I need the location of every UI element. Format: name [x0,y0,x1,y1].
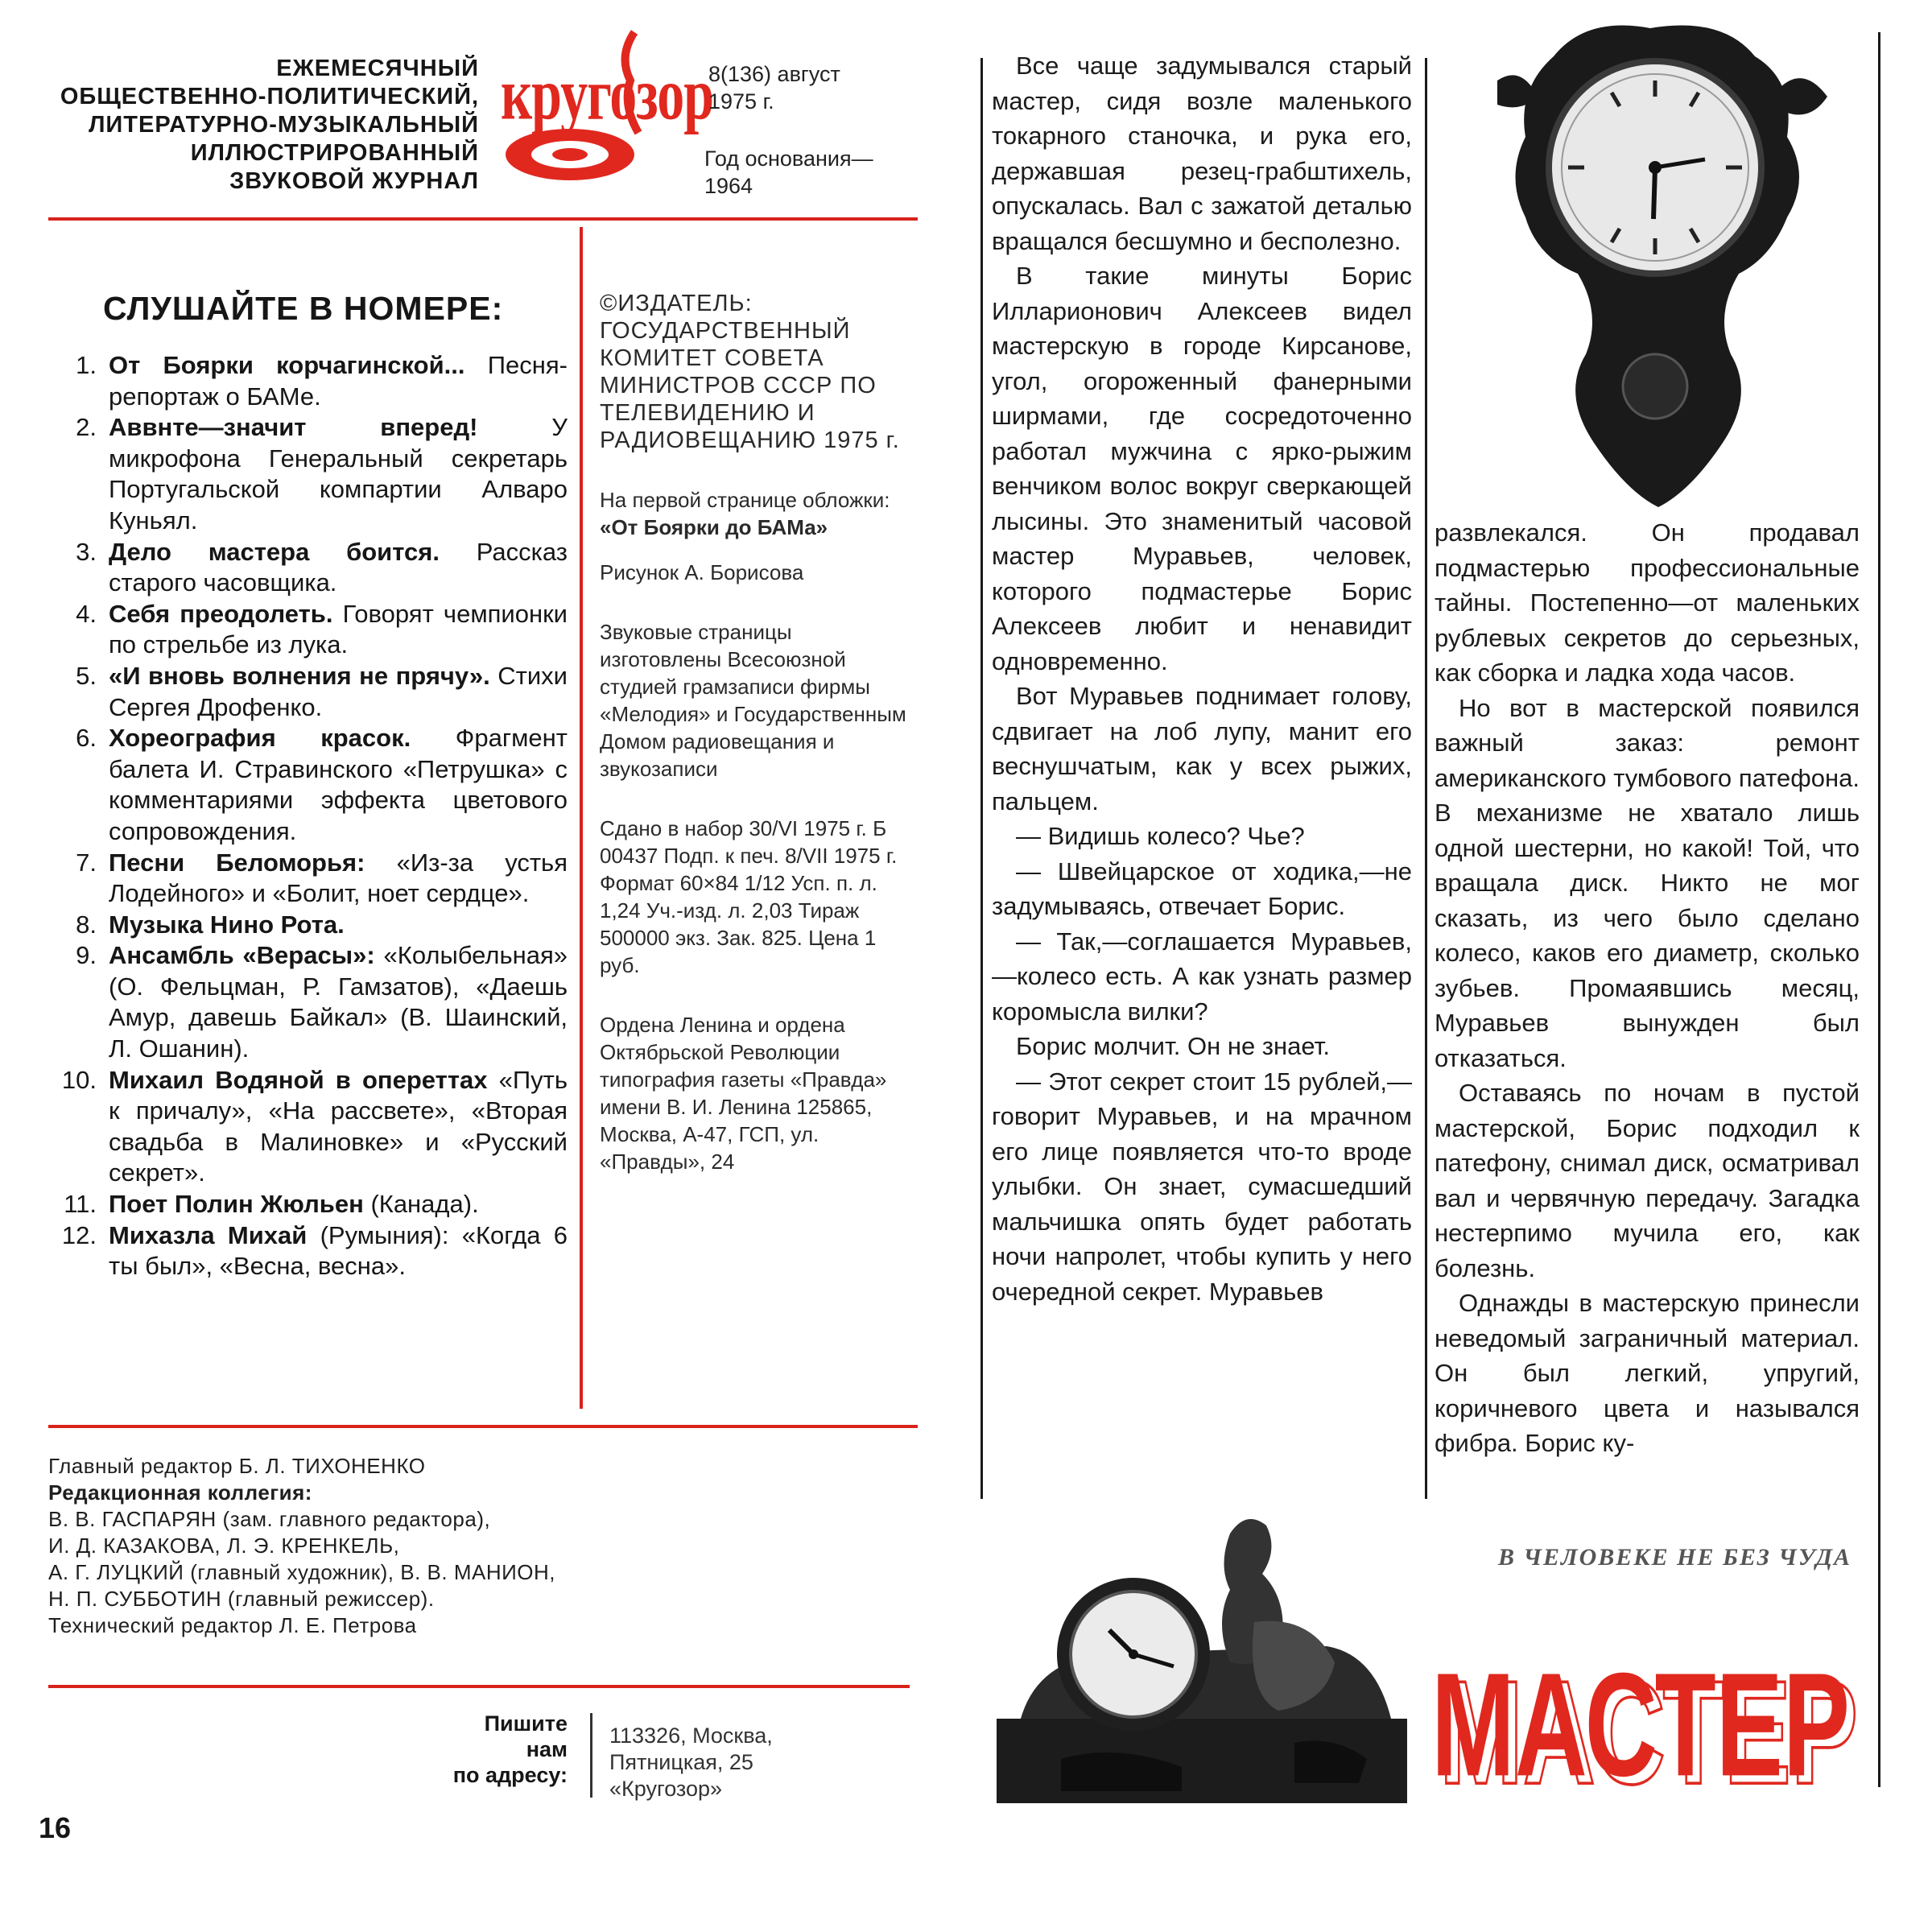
address-line: 113326, Москва, [609,1724,773,1748]
contents-item [48,1220,568,1282]
item-description: Стихи Сергея Дрофенко. [109,661,568,721]
print-info: Сдано в набор 30/VI 1975 г. Б 00437 Подп. к печ. 8/VII 1975 г. Формат 60×84 1/12 Усп. п. л. 1,24 Уч.-изд. л. 2,03 Тираж 500000 экз. Зак. 825. Цена 1 руб. [600,816,898,977]
item-number: 7. [76,848,97,877]
issue-year: 1975 г. [708,89,774,114]
item-number: 5. [76,661,97,690]
article-column-2 [1435,515,1860,1461]
article-paragraph: — Так,—соглашается Муравьев,—колесо есть. А как узнать размер коромысла вилки? [992,927,1412,1026]
editor-line: Технический редактор Л. Е. Петрова [48,1613,417,1637]
divider [48,217,918,221]
cover-title: «От Боярки до БАМа» [600,515,828,539]
divider [48,1685,910,1688]
item-description: Говорят чемпионки по стрельбе из лука. [109,599,568,659]
item-title: Музыка Нино Рота. [109,910,345,939]
column-rule [980,58,983,1499]
article-paragraph: Все чаще задумывался старый мастер, сидя возле маленького токарного станочка, и рука его, державшая резец-грабштихель, опускалась. Вал с зажатой деталью вращался бесшумно и бесполезно. [992,52,1412,255]
logo-text: кругозор [501,52,714,135]
article-paragraph: — Швейцарское от ходика,—не задумываясь, отвечает Борис. [992,857,1412,920]
item-number: 12. [61,1220,97,1249]
article-paragraph: Но вот в мастерской появился важный заказ: ремонт американского тумбового патефона. В механизме не хватало лишь одной шестерни, но какой! Той, что вращала диск. Никто не мог сказать, из чего было сделано колесо, каков его диаметр, сколько зубьев. Промаявшись месяц, Муравьев вынужден был отказаться. [1435,693,1860,1072]
contents-item [48,599,568,661]
item-number: 10. [61,1065,97,1094]
contents-item [48,940,568,1064]
item-title: От Боярки корчагинской... [109,351,465,379]
contents-item [48,537,568,599]
item-title: Песни Беломорья: [109,848,365,877]
item-description: (Канада). [370,1190,479,1219]
item-number: 11. [64,1190,97,1219]
publisher: ©ИЗДАТЕЛЬ: ГОСУДАРСТВЕННЫЙ КОМИТЕТ СОВЕТА МИНИСТРОВ СССР ПО ТЕЛЕВИДЕНИЮ И РАДИОВЕЩАНИЮ 1975 г. [600,291,900,453]
divider [590,1713,592,1798]
item-number: 6. [76,724,97,753]
address-label-line: по адресу: [452,1763,568,1787]
article-paragraph: Борис молчит. Он не знает. [1016,1032,1330,1060]
item-title: Дело мастера боится. [109,537,440,566]
contents-item [48,1189,568,1220]
mantel-clock-icon [989,1501,1415,1807]
item-description: «Из-за устья Лодейного» и «Болит, ноет сердце». [109,848,568,908]
item-title: «И вновь волнения не прячу». [109,661,490,690]
contents-item [48,910,568,941]
founded-info [704,145,873,200]
column-rule [1425,58,1427,1499]
editor-line: Н. П. СУББОТИН (главный режиссер). [48,1587,435,1611]
editor-line: Главный редактор Б. Л. ТИХОНЕНКО [48,1454,426,1478]
editor-line: А. Г. ЛУЦКИЙ (главный художник), В. В. МАНИОН, [48,1560,556,1584]
address-line: Пятницкая, 25 [609,1750,753,1774]
item-number: 1. [76,351,97,379]
desc-line: ЗВУКОВОЙ ЖУРНАЛ [229,168,479,194]
column-rule [1878,32,1880,1787]
item-description: Рассказ старого часовщика. [109,537,568,597]
item-description: Песня-репортаж о БАМе. [109,351,568,411]
item-title: Ансамбль «Верасы»: [109,941,375,970]
article-paragraph: Оставаясь по ночам в пустой мастерской, Борис подходил к патефону, снимал диск, осматривал вал и червячную передачу. Загадка нестерпимо мучила его, как болезнь. [1435,1079,1860,1282]
article-paragraph: — Этот секрет стоит 15 рублей,—говорит Муравьев, и на мрачном его лице появляется что-то вроде улыбки. Он знает, сумасшедший мальчишка опять будет работать ночи напролет, чтобы купить у него очередной секрет. Муравьев [992,1067,1412,1306]
editor-line: Редакционная коллегия: [48,1480,312,1505]
contents-item [48,723,568,847]
divider [48,1425,918,1428]
typography: Ордена Ленина и ордена Октябрьской Революции типография газеты «Правда» имени В. И. Ленина 125865, Москва, А-47, ГСП, ул. «Правды», 24 [600,1013,887,1174]
cover-label: На первой странице обложки: [600,488,890,512]
editor-line: И. Д. КАЗАКОВА, Л. Э. КРЕНКЕЛЬ, [48,1534,400,1558]
item-title: Михаил Водяной в опереттах [109,1065,488,1094]
founded-label: Год основания— [704,147,873,171]
item-title: Поет Полин Жюльен [109,1190,364,1219]
imprint-column [600,290,914,1193]
desc-line: ЛИТЕРАТУРНО-МУЗЫКАЛЬНЫЙ [89,112,479,138]
column-divider [580,227,583,1409]
title-outline: МАСТЕР [1439,1651,1858,1811]
desc-line: ОБЩЕСТВЕННО-ПОЛИТИЧЕСКИЙ, [60,84,479,109]
founded-year: 1964 [704,174,753,198]
address-label [378,1711,568,1788]
article-paragraph: Вот Муравьев поднимает голову, сдвигает на лоб лупу, манит его веснушчатым, как у всех рыжих, пальцем. [992,682,1412,815]
item-description: (Румыния): «Когда 6 ты был», «Весна, весна». [109,1220,568,1281]
contents-item [48,661,568,723]
item-description: У микрофона Генеральный секретарь Португальской компартии Алваро Куньял. [109,413,568,535]
article-column-1 [992,48,1412,1309]
address [609,1723,773,1802]
item-number: 2. [76,413,97,442]
editorial-board [48,1453,773,1639]
desc-line: ИЛЛЮСТРИРОВАННЫЙ [190,140,479,166]
editor-line: В. В. ГАСПАРЯН (зам. главного редактора), [48,1507,491,1531]
magazine-description [32,55,479,196]
title-text: МАСТЕР [1431,1643,1850,1807]
item-title: Михазла Михай [109,1220,308,1249]
contents-item [48,848,568,910]
page-number: 16 [39,1811,72,1844]
article-paragraph: — Видишь колесо? Чье? [1016,822,1305,850]
article-paragraph: В такие минуты Борис Илларионович Алексеев видел мастерскую в городе Кирсанове, угол, огороженный фанерными ширмами, где сосредоточенно работал мужчина с ярко-рыжим венчиком волос вокруг сверкающей лысины. Это знаменитый часовой мастер Муравьев, человек, которого подмастерье Борис Алексеев любит и ненавидит одновременно. [992,262,1412,675]
issue-number: 8(136) август [708,62,840,86]
address-line: «Кругозор» [609,1777,723,1801]
cover-info [600,486,914,541]
address-label-line: нам [526,1737,568,1761]
article-paragraph: Однажды в мастерскую принесли неведомый заграничный материал. Он был легкий, упругий, коричневого цвета и назывался фибра. Борис ку- [1435,1289,1860,1457]
wall-clock-icon [1449,8,1860,515]
item-number: 8. [76,910,97,939]
item-title: Хореография красок. [109,724,411,753]
item-description: «Путь к причалу», «На рассвете», «Вторая свадьба в Малиновке» и «Русский секрет». [109,1065,568,1187]
contents-item [48,350,568,412]
item-description: «Колыбельная» (О. Фельцман, Р. Гамзатов), «Даешь Амур, давешь Байкал» (В. Шаинский, Л. Ошанин). [109,941,568,1063]
drawing-credit: Рисунок А. Борисова [600,560,804,584]
krugozor-logo [497,24,714,185]
item-number: 4. [76,599,97,628]
contents-item [48,412,568,536]
article-paragraph: развлекался. Он продавал подмастерью профессиональные тайны. Постепенно—от маленьких рублевых секретов до серьезных, как сборка и ладка хода часов. [1435,518,1860,687]
article-title-master [1425,1626,1876,1811]
contents-item [48,1065,568,1189]
item-number: 3. [76,537,97,566]
address-label-line: Пишите [484,1711,568,1736]
item-title: Себя преодолеть. [109,599,333,628]
desc-line: ЕЖЕМЕСЯЧНЫЙ [276,56,479,81]
item-title: Аввнте—значит вперед! [109,413,478,442]
contents-title: СЛУШАЙТЕ В НОМЕРЕ: [103,290,504,327]
contents-list [48,350,568,1282]
article-rubric: В ЧЕЛОВЕКЕ НЕ БЕЗ ЧУДА [1498,1544,1852,1571]
item-number: 9. [76,941,97,970]
sound-pages: Звуковые страницы изготовлены Всесоюзной студией грамзаписи фирмы «Мелодия» и Государственным Домом радиовещания и звукозаписи [600,620,906,781]
issue-info [708,60,840,115]
item-description: Фрагмент балета И. Стравинского «Петрушка» с комментариями эффекта цветового сопровождения. [109,724,568,845]
